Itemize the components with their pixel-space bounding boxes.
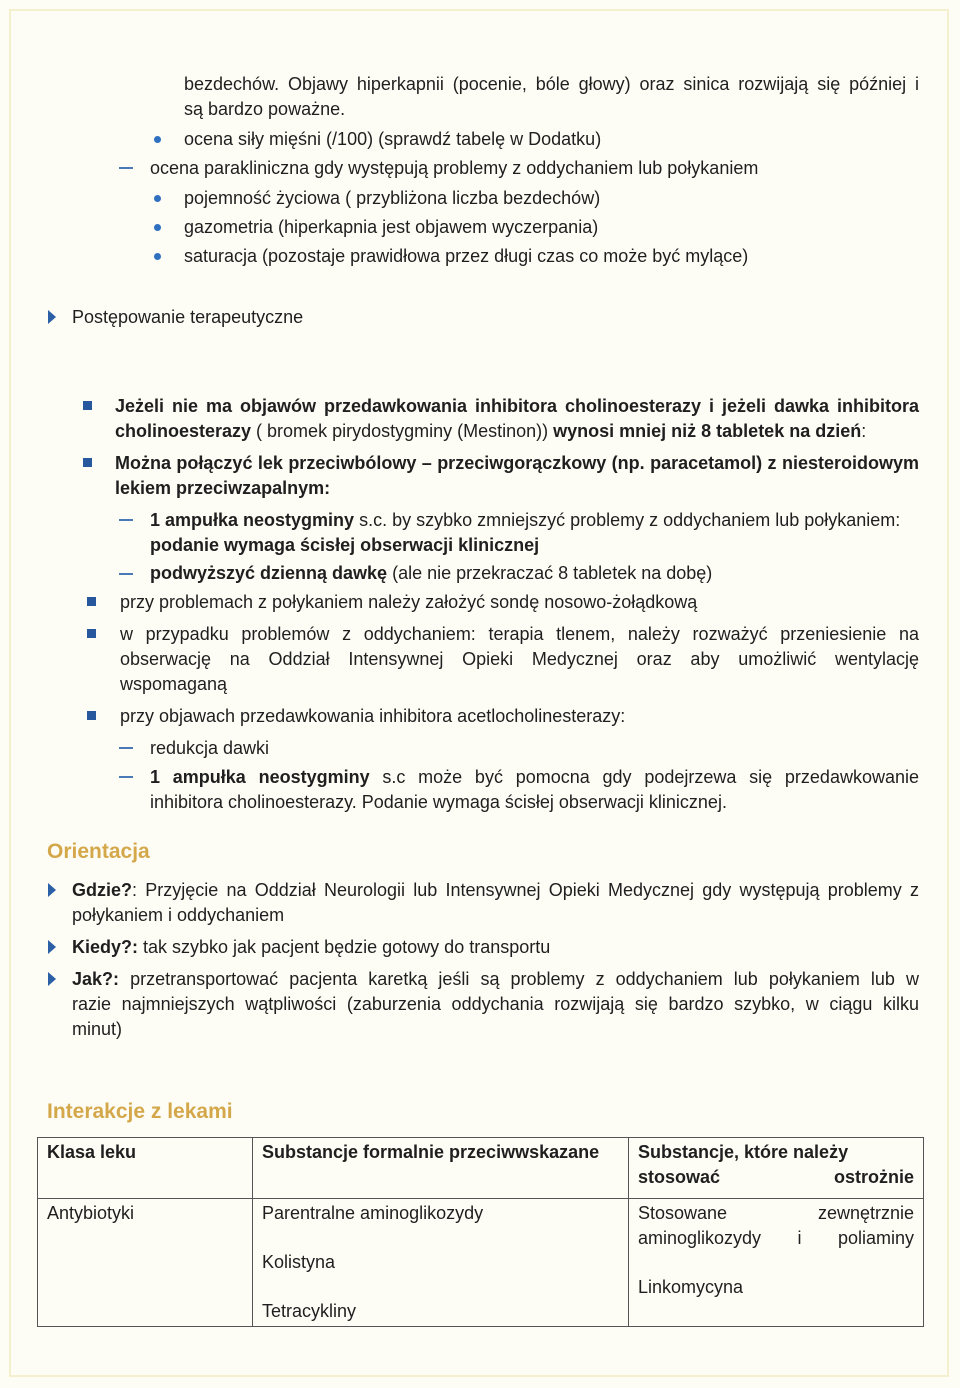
therapy-item-5: przy objawach przedawkowania inhibitora acetlocholinesterazy:	[120, 706, 626, 726]
orientation-jak-line-2: razie najmniejszych wątpliwości (zaburzenia oddychania rozwijają się bardzo szybko, w ciągu kilku	[72, 994, 919, 1014]
text-bold: Gdzie?	[72, 880, 133, 900]
list-item-saturacja: saturacja (pozostaje prawidłowa przez długi czas co może być mylące)	[184, 246, 749, 266]
therapy-item-2-line-1: Można połączyć lek przeciwbólowy – przeciwgorączkowy (np. paracetamol) z niesteroidowym	[115, 453, 919, 473]
therapy-item-1-line-2	[115, 419, 866, 444]
therapy-sub-4-line-2: inhibitora cholinoesterazy. Podanie wymaga ścisłej obserwacji klinicznej.	[150, 792, 727, 812]
arrow-bullet-icon	[48, 972, 56, 986]
orientation-gdzie-line-1	[72, 878, 919, 903]
therapy-sub-1-line-2: podanie wymaga ścisłej obserwacji klinicznej	[150, 535, 540, 555]
arrow-bullet-icon	[48, 883, 56, 897]
table-cell-caution	[629, 1199, 924, 1327]
dash-bullet	[119, 167, 133, 169]
square-bullet-icon	[83, 458, 92, 467]
text-normal: s.c. by szybko zmniejszyć problemy z oddychaniem lub połykaniem:	[354, 510, 901, 530]
therapy-sub-4-line-1	[150, 765, 919, 790]
table-cell-contraindicated	[253, 1199, 629, 1327]
therapy-item-4-line-1: w przypadku problemów z oddychaniem: terapia tlenem, należy rozważyć przeniesienie na	[120, 624, 919, 644]
text-normal: s.c może być pomocna gdy podejrzewa się przedawkowanie	[369, 767, 919, 787]
therapy-item-2-line-2: lekiem przeciwzapalnym:	[115, 478, 331, 498]
table-header-cell: Substancje formalnie przeciwwskazane	[253, 1138, 629, 1199]
bullet-dot	[154, 136, 161, 143]
bullet-dot	[154, 224, 161, 231]
dash-bullet	[119, 776, 133, 778]
table-cell-class: Antybiotyki	[38, 1199, 253, 1327]
text-bold: cholinoesterazy	[115, 421, 252, 441]
drug-name: Parentralne aminoglikozydy	[262, 1203, 484, 1223]
continuation-line-1: bezdechów. Objawy hiperkapnii (pocenie, bóle głowy) oraz sinica rozwijają się później i	[184, 74, 919, 94]
drug-name: Tetracykliny	[262, 1301, 357, 1321]
orientation-kiedy	[72, 935, 550, 960]
arrow-bullet-icon	[48, 940, 56, 954]
square-bullet-icon	[87, 629, 96, 638]
drug-name: Linkomycyna	[638, 1277, 744, 1297]
drug-interactions-table	[37, 1137, 924, 1327]
square-bullet-icon	[87, 597, 96, 606]
table-header-row	[38, 1138, 924, 1199]
arrow-bullet-icon	[48, 310, 56, 324]
therapy-item-4-line-3: wspomaganą	[120, 674, 228, 694]
therapy-sub-1-line-1	[150, 508, 900, 533]
text-normal: tak szybko jak pacjent będzie gotowy do transportu	[138, 937, 551, 957]
text-bold: 1 ampułka neostygminy	[150, 510, 355, 530]
text-normal: : Przyjęcie na Oddział Neurologii lub Intensywnej Opieki Medycznej gdy występują problemy z	[132, 880, 919, 900]
bullet-dot	[154, 253, 161, 260]
list-item-sila: ocena siły mięśni (/100) (sprawdź tabelę w Dodatku)	[184, 129, 602, 149]
section-heading-orientation: Orientacja	[47, 840, 150, 863]
dash-bullet	[119, 747, 133, 749]
therapy-sub-3: redukcja dawki	[150, 738, 270, 758]
section-heading-interactions: Interakcje z lekami	[47, 1100, 233, 1123]
text-bold: Kiedy?:	[72, 937, 139, 957]
square-bullet-icon	[83, 401, 92, 410]
therapy-sub-2	[150, 561, 712, 586]
text-normal: przetransportować pacjenta karetką jeśli są problemy z oddychaniem lub połykaniem lub w	[119, 969, 919, 989]
table-header-cell: Klasa leku	[38, 1138, 253, 1199]
text-normal: :	[861, 421, 867, 441]
drug-name: Stosowane zewnętrznie aminoglikozydy i poliaminy	[638, 1203, 914, 1248]
text-bold: Jak?:	[72, 969, 120, 989]
list-item-paraklin: ocena parakliniczna gdy występują problemy z oddychaniem lub połykaniem	[150, 158, 759, 178]
bullet-dot	[154, 195, 161, 202]
orientation-jak-line-3: minut)	[72, 1019, 123, 1039]
list-item-pojemnosc: pojemność życiowa ( przybliżona liczba bezdechów)	[184, 188, 601, 208]
orientation-jak-line-1	[72, 967, 919, 992]
drug-name: Kolistyna	[262, 1252, 336, 1272]
square-bullet-icon	[87, 711, 96, 720]
text-normal: (ale nie przekraczać 8 tabletek na dobę)	[387, 563, 713, 583]
text-normal: ( bromek pirydostygminy (Mestinon))	[251, 421, 554, 441]
table-row	[38, 1199, 924, 1327]
therapy-item-3: przy problemach z połykaniem należy założyć sondę nosowo-żołądkową	[120, 592, 698, 612]
therapy-item-1-line-1: Jeżeli nie ma objawów przedawkowania inhibitora cholinoesterazy i jeżeli dawka inhibitora	[115, 396, 919, 416]
text-bold: wynosi mniej niż 8 tabletek na dzień	[553, 421, 862, 441]
text-bold: 1 ampułka neostygminy	[150, 767, 370, 787]
continuation-line-2: są bardzo poważne.	[184, 99, 346, 119]
list-item-gazometria: gazometria (hiperkapnia jest objawem wyczerpania)	[184, 217, 599, 237]
dash-bullet	[119, 519, 133, 521]
table-header-cell: Substancje, które należy stosować ostrożnie	[629, 1138, 924, 1199]
therapy-item-4-line-2: obserwację na Oddział Intensywnej Opieki Medycznej oraz aby umożliwić wentylację	[120, 649, 919, 669]
dash-bullet	[119, 573, 133, 575]
text-bold: podwyższyć dzienną dawkę	[150, 563, 388, 583]
section-heading-therapy: Postępowanie terapeutyczne	[72, 307, 304, 327]
orientation-gdzie-line-2: połykaniem i oddychaniem	[72, 905, 285, 925]
